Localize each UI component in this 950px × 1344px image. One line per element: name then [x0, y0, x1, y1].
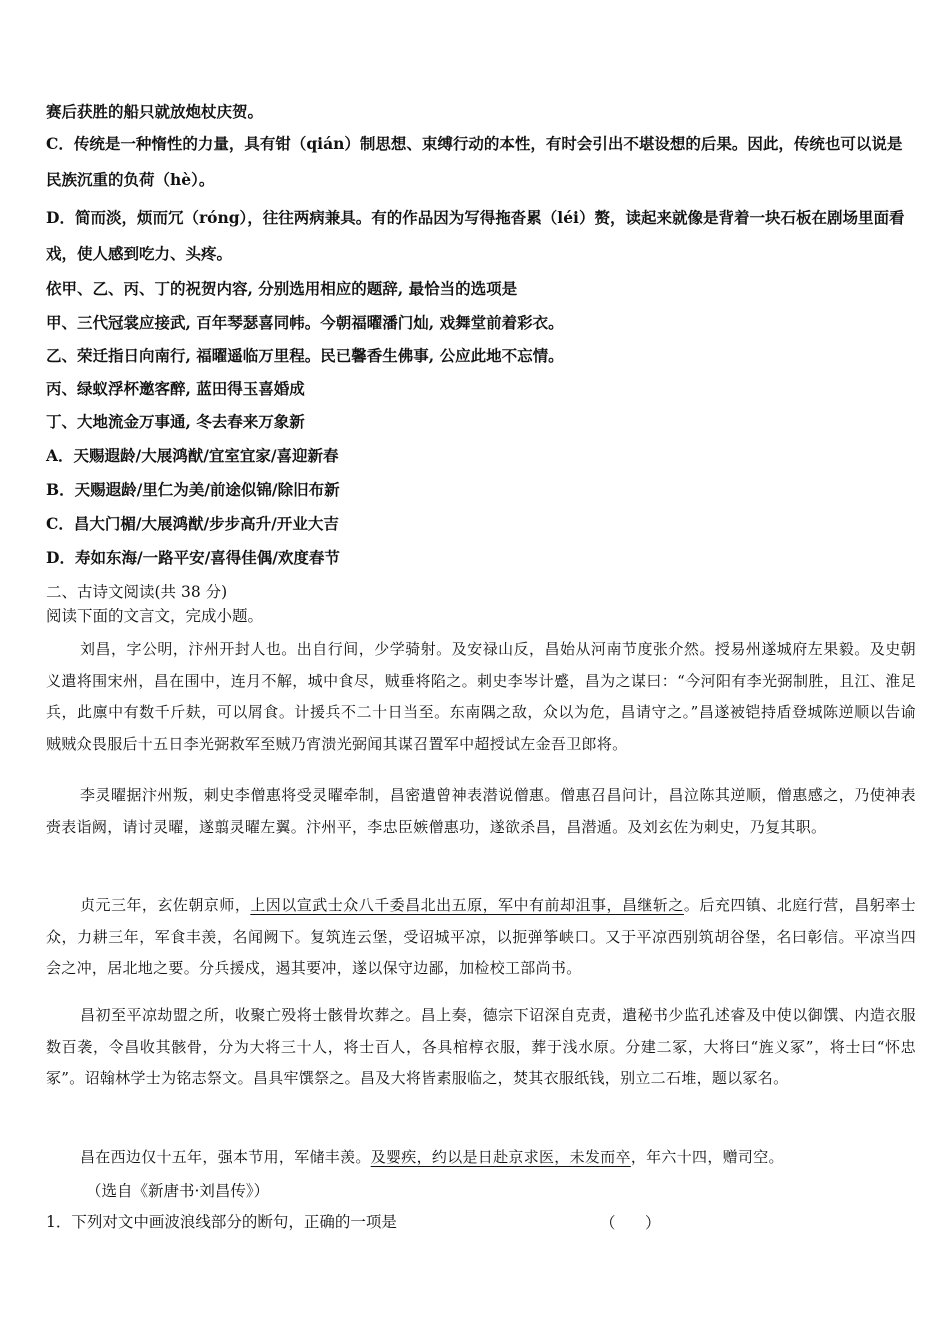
question-1-stem: 1．下列对文中画波浪线部分的断句，正确的一项是 — [46, 1213, 397, 1231]
answer-option-d: D．寿如东海/一路平安/喜得佳偶/欢度春节 — [46, 548, 340, 567]
section-heading: 二、古诗文阅读(共 38 分) — [46, 583, 228, 601]
answer-option-c: C．昌大门楣/大展鸿猷/步步高升/开业大吉 — [46, 514, 339, 533]
p3-text-after: 。后充四镇、北庭行营，昌躬率士众，力耕三年，军食丰羡，名闻阙下。复筑连云堡，受诏城平凉，以扼弹筝峡口。又于平凉西别筑胡谷堡，名曰彰信。平凉当四会之冲，居北地之要。分兵援戍，遏其要冲，遂以保守边鄙，加检校工部尚书。 — [46, 896, 916, 977]
passage-paragraph-5 — [46, 1142, 916, 1174]
p5-text-after: ，年六十四，赠司空。 — [630, 1148, 784, 1166]
passage-paragraph-2: 李灵曜据汴州叛，刺史李僧惠将受灵曜牵制，昌密遣曾神表潜说僧惠。僧惠召昌问计，昌泣陈其逆顺，僧惠感之，乃使神表赍表诣阙，请讨灵曜，遂翦灵曜左翼。汴州平，李忠臣嫉僧惠功，遂欲杀昌，昌潜遁。及刘玄佐为刺史，乃复其职。 — [46, 786, 916, 836]
greeting-jia: 甲、三代冠裳应接武, 百年琴瑟喜同帏。今朝福曜潘门灿, 戏舞堂前着彩衣。 — [46, 313, 564, 332]
passage-paragraph-1: 刘昌，字公明，汴州开封人也。出自行间，少学骑射。及安禄山反，昌始从河南节度张介然。授易州遂城府左果毅。及史朝义遣将围宋州，昌在围中，连月不解，城中食尽，贼垂将陷之。刺史李岑计蹙，昌为之谋曰：“今河阳有李光弼制胜，且江、淮足兵，此廪中有数千斤麸，可以屑食。计援兵不二十日当至。东南隅之敌，众以为危，昌请守之。”昌遂被铠持盾登城陈逆顺以告谕贼贼众畏服后十五日李光弼救军至贼乃宵溃光弼闻其谋召置军中超授试左金吾卫郎将。 — [46, 640, 916, 753]
answer-option-b: B．天赐遐龄/里仁为美/前途似锦/除旧布新 — [46, 480, 340, 499]
option-d: D．简而淡，烦而冗（róng），往往两病兼具。有的作品因为写得拖沓累（léi）赘，读起来就像是背着一块石板在剧场里面看戏，使人感到吃力、头疼。 — [46, 208, 905, 263]
underlined-sentence: 及婴疾，约以是日赴京求医，未发而卒 — [370, 1148, 631, 1166]
option-b-continuation: 赛后获胜的船只就放炮杖庆贺。 — [46, 102, 264, 121]
greeting-ding: 丁、大地流金万事通, 冬去春来万象新 — [46, 412, 305, 431]
answer-blank-parentheses: （ ） — [600, 1214, 661, 1232]
option-c: C．传统是一种惰性的力量，具有钳（qián）制思想、束缚行动的本性，有时会引出不堪设想的后果。因此，传统也可以说是民族沉重的负荷（hè）。 — [46, 134, 903, 189]
answer-option-a: A．天赐遐龄/大展鸿猷/宜室宜家/喜迎新春 — [46, 446, 339, 465]
passage-source: （选自《新唐书·刘昌传》） — [86, 1182, 270, 1200]
greeting-bing: 丙、绿蚁浮杯邀客醉, 蓝田得玉喜婚成 — [46, 379, 305, 398]
section-instruction: 阅读下面的文言文，完成小题。 — [46, 607, 264, 625]
passage-paragraph-3 — [46, 890, 916, 985]
p5-text-before: 昌在西边仅十五年，强本节用，军储丰羡。 — [80, 1148, 371, 1166]
greetings-question-stem: 依甲、乙、丙、丁的祝贺内容, 分别选用相应的题辞, 最恰当的选项是 — [46, 279, 518, 298]
wavy-underlined-text: 上因以宣武士众八千委昌北出五原，军中有前却沮事，昌继斩之 — [250, 896, 684, 914]
greeting-yi: 乙、荣迁指日向南行, 福曜遥临万里程。民已馨香生佛事, 公应此地不忘情。 — [46, 346, 564, 365]
p3-text-before: 贞元三年，玄佐朝京师， — [80, 896, 251, 914]
passage-paragraph-4: 昌初至平凉劫盟之所，收聚亡殁将士骸骨坎葬之。昌上奏，德宗下诏深自克责，遣秘书少监孔述睿及中使以御馔、内造衣服数百袭，令昌收其骸骨，分为大将三十人，将士百人，各具棺椁衣服，葬于浅水原。分建二冢，大将曰“旌义冢”，将士曰“怀忠冢”。诏翰林学士为铭志祭文。昌具牢馔祭之。昌及大将皆素服临之，焚其衣服纸钱，别立二石堆，题以冢名。 — [46, 1006, 916, 1087]
